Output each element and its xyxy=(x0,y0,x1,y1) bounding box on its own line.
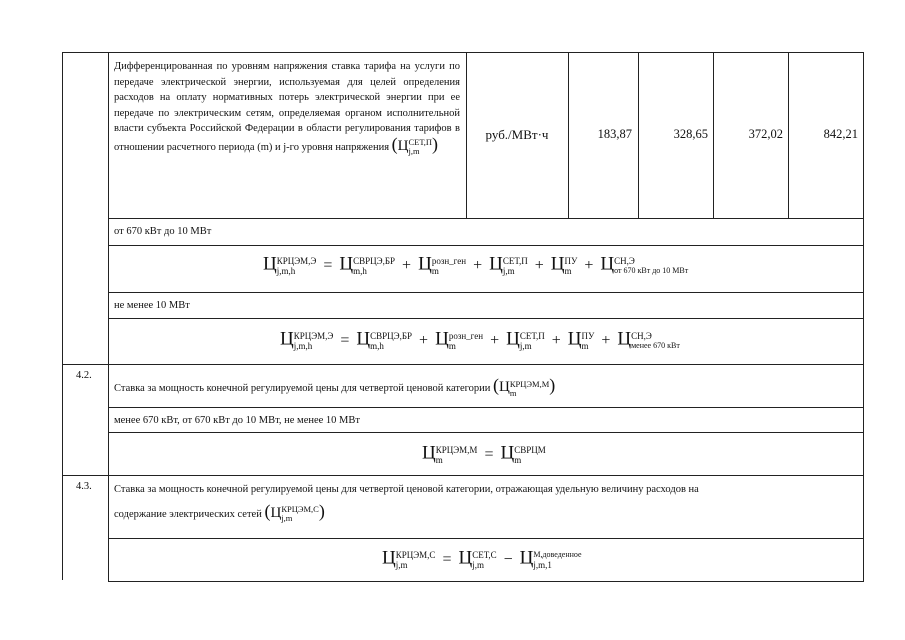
voltage-band-label: от 670 кВт до 10 МВт xyxy=(114,226,212,237)
row-border xyxy=(108,318,864,319)
value-cell: 328,65 xyxy=(673,127,708,141)
row-number: 4.3. xyxy=(76,481,92,492)
tariff-description-text: Дифференцированная по уровням напряжения ставка тарифа на услуги по передаче электрической энергии, используемая для целей определения расходов на оплату нормативных потерь электрической энергии при ее передаче по электрическим сетям, определяемая органом исполнительной власти субъекта Российской Федерации в области регулирования тарифов в отношении расчетного периода (m) и j-го уровня напряжения xyxy=(114,61,460,153)
section-symbol: (Ц КРЦЭМ,М m ) xyxy=(493,375,556,398)
row-border xyxy=(108,432,864,433)
value-cell: 842,21 xyxy=(823,127,858,141)
section-title: Ставка за мощность конечной регулируемой цены для четвертой ценовой категории (Ц КРЦЭМ,М m ) xyxy=(114,375,556,398)
value-cell: 183,87 xyxy=(597,127,632,141)
col-border-left xyxy=(62,52,63,580)
unit-cell: руб./МВт·ч xyxy=(485,127,549,142)
value-cell: 372,02 xyxy=(748,127,783,141)
voltage-band-label: не менее 10 МВт xyxy=(114,300,190,311)
formula-4-3: Ц КРЦЭМ,С j,m = Ц СЕТ,С j,m − Ц М,доведенное j,m,1 xyxy=(382,547,582,570)
formula-band-1: Ц КРЦЭМ,Э j,m,h = Ц СВРЦЭ,БР m,h + Ц розн_ген m + Ц СЕТ,П j,m + Ц ПУ m + Ц СН,Э от 670 кВт до 10 МВт xyxy=(263,253,689,276)
tariff-description xyxy=(114,59,460,156)
section-symbol: (Ц КРЦЭМ,С j,m ) xyxy=(264,500,325,524)
section-title: Ставка за мощность конечной регулируемой цены для четвертой ценовой категории, отражающая удельную величину расходов на содержание электрических сетей (Ц КРЦЭМ,С j,m ) xyxy=(114,484,699,524)
row-border xyxy=(108,245,864,246)
row-border xyxy=(62,364,864,365)
tariff-symbol: (Ц СЕТ,П j,m ) xyxy=(391,133,438,157)
row-border xyxy=(62,475,864,476)
formula-4-2: Ц КРЦЭМ,М m = Ц СВРЦМ m xyxy=(422,442,546,465)
col-border-right xyxy=(863,52,864,581)
row-border xyxy=(108,218,864,219)
table-top-border xyxy=(62,52,864,53)
row-border xyxy=(108,407,864,408)
col-border xyxy=(108,52,109,581)
row-border xyxy=(108,292,864,293)
formula-band-2: Ц КРЦЭМ,Э j,m,h = Ц СВРЦЭ,БР m,h + Ц розн_ген m + Ц СЕТ,П j,m + Ц ПУ m + Ц СН,Э менее 670 кВт xyxy=(280,328,680,351)
row-number: 4.2. xyxy=(76,370,92,381)
voltage-band-label: менее 670 кВт, от 670 кВт до 10 МВт, не менее 10 МВт xyxy=(114,415,360,426)
row-border xyxy=(108,538,864,539)
row-border xyxy=(108,581,864,582)
